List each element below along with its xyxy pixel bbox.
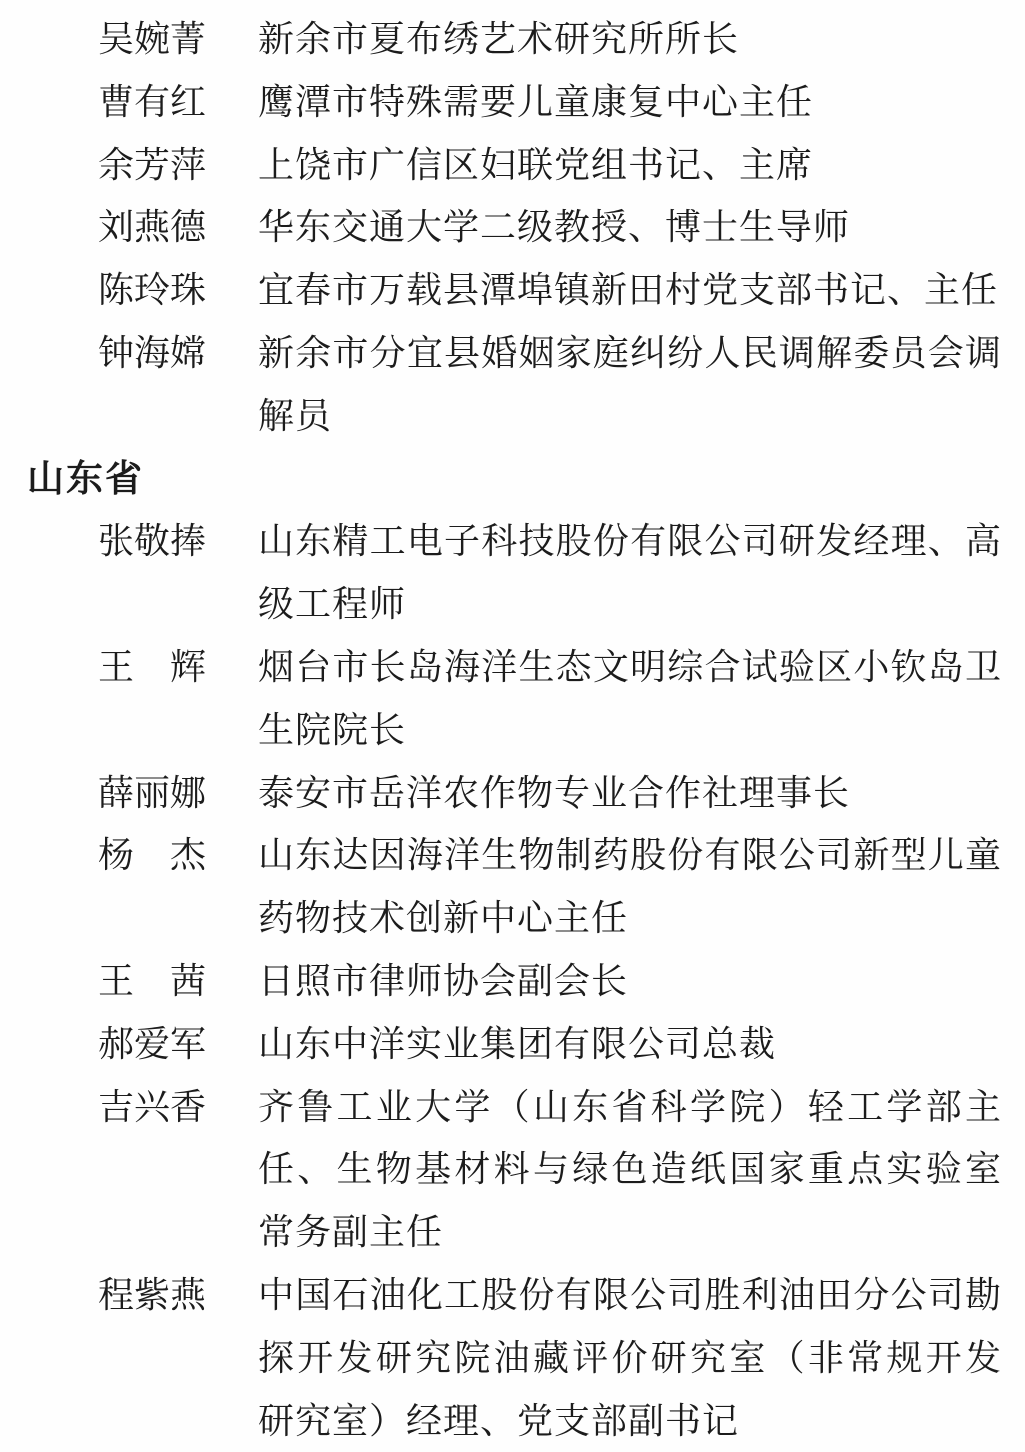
laureate-title-line: 药物技术创新中心主任 — [258, 898, 629, 939]
laureate-title-line: 华东交通大学二级教授、博士生导师 — [258, 207, 851, 248]
laureate-name: 曹有红 — [98, 81, 207, 122]
laureate-name: 张敬捧 — [98, 521, 207, 562]
laureate-name: 陈玲珠 — [98, 270, 207, 311]
laureate-title-line: 上饶市广信区妇联党组书记、主席 — [258, 144, 814, 185]
laureate-title-line: 齐鲁工业大学（山东省科学院）轻工学部主 — [258, 1086, 1002, 1127]
laureate-title-line: 级工程师 — [258, 584, 407, 625]
laureate-entry — [0, 762, 1025, 825]
laureate-title — [258, 196, 1002, 259]
laureate-name: 吉兴香 — [98, 1086, 207, 1127]
laureate-entry — [0, 510, 1025, 636]
laureate-entry — [0, 1264, 1025, 1452]
laureate-name: 程紫燕 — [98, 1274, 207, 1315]
laureate-entry — [0, 71, 1025, 134]
laureate-name: 余芳萍 — [98, 144, 207, 185]
laureate-title-line: 研究室）经理、党支部副书记 — [258, 1400, 740, 1441]
laureate-entry — [0, 1013, 1025, 1076]
laureate-title — [258, 510, 1002, 636]
laureate-title — [258, 1076, 1002, 1264]
laureate-title-line: 山东精工电子科技股份有限公司研发经理、高 — [258, 521, 1002, 562]
laureate-entry — [0, 950, 1025, 1013]
laureate-title-line: 山东中洋实业集团有限公司总裁 — [258, 1023, 777, 1064]
laureate-entry — [0, 134, 1025, 197]
laureate-entry — [0, 259, 1025, 322]
laureate-name: 王 辉 — [98, 646, 207, 687]
laureate-title-line: 日照市律师协会副会长 — [258, 960, 629, 1001]
laureate-title-line: 宜春市万载县潭埠镇新田村党支部书记、主任 — [258, 270, 999, 311]
laureate-entry — [0, 824, 1025, 950]
laureate-name: 王 茜 — [98, 960, 207, 1001]
laureate-entry — [0, 636, 1025, 762]
laureate-entry — [0, 1076, 1025, 1264]
section-header: 山东省 — [27, 457, 144, 499]
laureate-entry — [0, 8, 1025, 71]
laureate-title-line: 新余市分宜县婚姻家庭纠纷人民调解委员会调 — [258, 332, 1002, 373]
laureate-name: 薛丽娜 — [98, 772, 207, 813]
laureate-title-line: 中国石油化工股份有限公司胜利油田分公司勘 — [258, 1274, 1002, 1315]
laureate-title — [258, 322, 1002, 448]
laureate-title — [258, 134, 1002, 197]
laureate-title — [258, 71, 1002, 134]
laureate-title-line: 生院院长 — [258, 709, 407, 750]
laureate-name: 杨 杰 — [98, 835, 207, 876]
laureate-title — [258, 8, 1002, 71]
laureate-title — [258, 1013, 1002, 1076]
laureate-name: 钟海嫦 — [98, 332, 207, 373]
laureate-title-line: 新余市夏布绣艺术研究所所长 — [258, 19, 740, 59]
laureate-title-line: 探开发研究院油藏评价研究室（非常规开发 — [258, 1337, 1002, 1378]
laureate-title-line: 常务副主任 — [258, 1212, 444, 1253]
laureate-title — [258, 636, 1002, 762]
laureate-title-line: 烟台市长岛海洋生态文明综合试验区小钦岛卫 — [258, 646, 1002, 687]
laureate-title-line: 泰安市岳洋农作物专业合作社理事长 — [258, 772, 851, 813]
laureate-title-line: 解员 — [258, 395, 333, 436]
laureate-entry — [0, 322, 1025, 448]
laureate-name: 郝爱军 — [98, 1023, 207, 1064]
laureate-name: 吴婉菁 — [98, 19, 207, 59]
laureate-title — [258, 950, 1002, 1013]
laureate-title — [258, 1264, 1002, 1452]
laureate-title-line: 鹰潭市特殊需要儿童康复中心主任 — [258, 81, 814, 122]
laureate-title-line: 任、生物基材料与绿色造纸国家重点实验室 — [258, 1149, 1002, 1190]
laureate-name: 刘燕德 — [98, 207, 207, 248]
laureate-entry — [0, 196, 1025, 259]
laureate-title-line: 山东达因海洋生物制药股份有限公司新型儿童 — [258, 835, 1002, 876]
laureate-title — [258, 824, 1002, 950]
laureate-title — [258, 762, 1002, 825]
laureate-title — [258, 259, 1002, 322]
